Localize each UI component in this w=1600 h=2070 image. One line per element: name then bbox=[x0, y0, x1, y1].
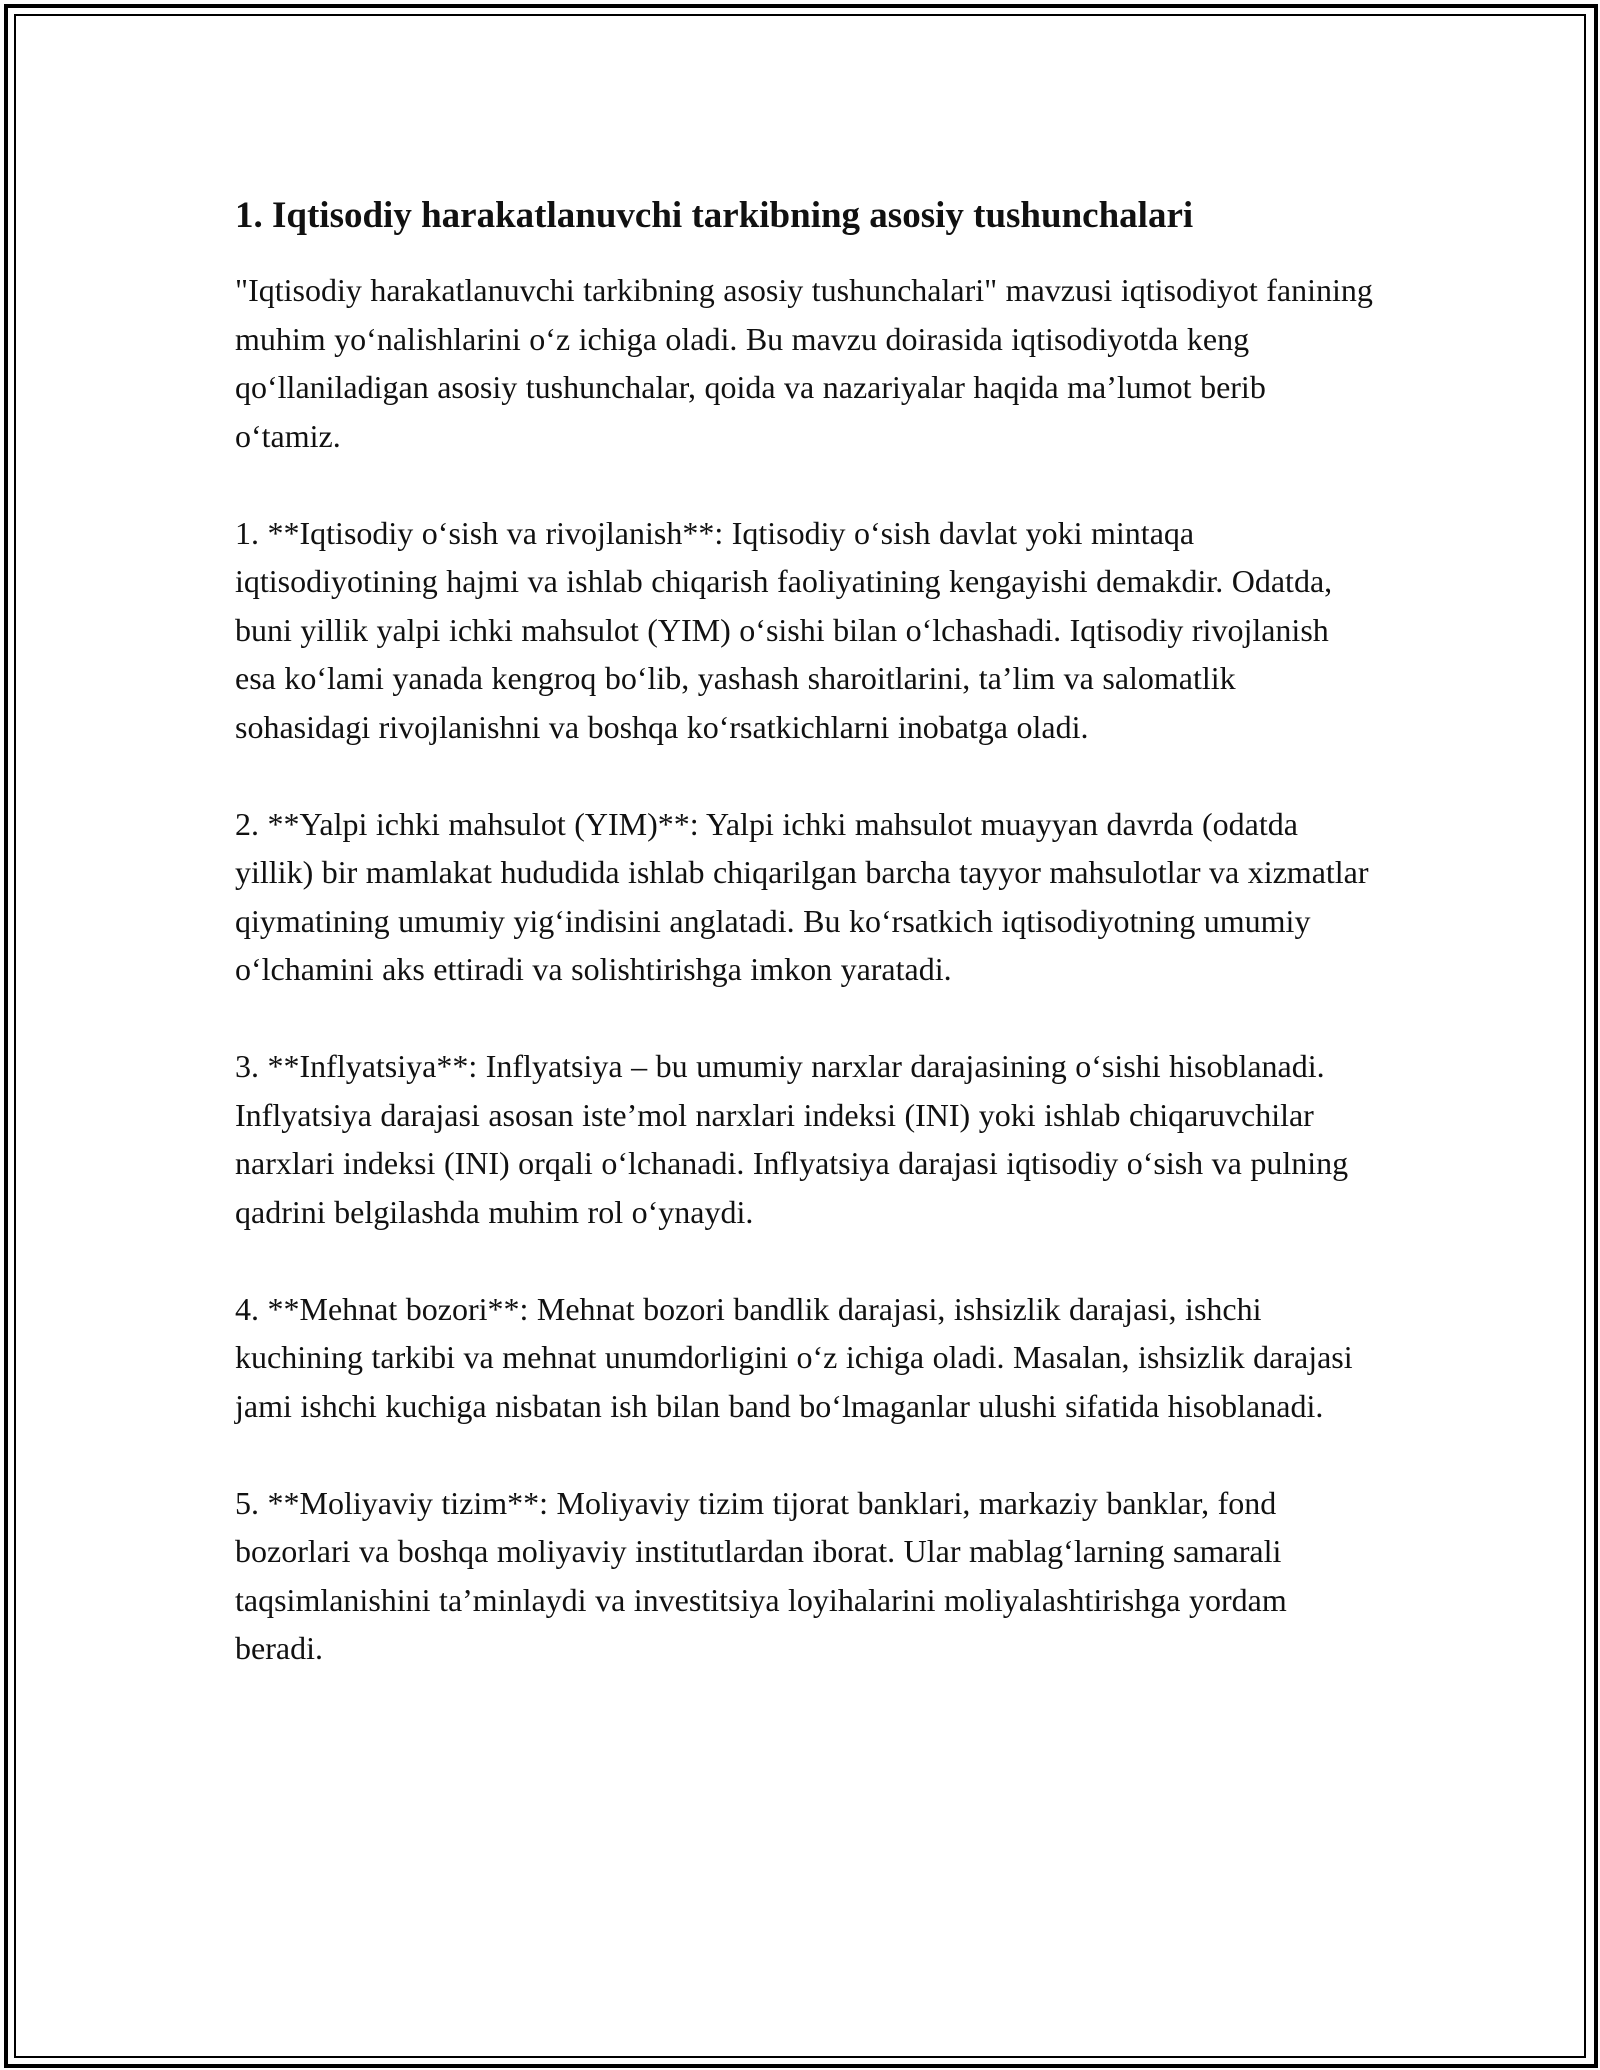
paragraph-economic-growth: 1. **Iqtisodiy o‘sish va rivojlanish**: Iqtisodiy o‘sish davlat yoki mintaqa iqtisodiyotining hajmi va ishlab chiqarish faoliyatining kengayishi demakdir. Odatda, buni yillik yalpi ichki mahsulot (YIM) o‘sishi bilan o‘lchashadi. Iqtisodiy rivojlanish esa ko‘lami yanada kengroq bo‘lib, yashash sharoitlarini, ta’lim va salomatlik sohasidagi rivojlanishni va boshqa ko‘rsatkichlarni inobatga oladi. bbox=[235, 514, 1333, 745]
intro-paragraph: "Iqtisodiy harakatlanuvchi tarkibning asosiy tushunchalari" mavzusi iqtisodiyot fanining muhim yo‘nalishlarini o‘z ichiga oladi. Bu mavzu doirasida iqtisodiyotda keng qo‘llaniladigan asosiy tushunchalar, qoida va nazariyalar haqida ma’lumot berib o‘tamiz. bbox=[235, 272, 1373, 454]
paragraph-labor-market: 4. **Mehnat bozori**: Mehnat bozori bandlik darajasi, ishsizlik darajasi, ishchi kuchining tarkibi va mehnat unumdorligini o‘z ichiga oladi. Masalan, ishsizlik darajasi jami ishchi kuchiga nisbatan ish bilan band bo‘lmaganlar ulushi sifatida hisoblanadi. bbox=[235, 1290, 1353, 1424]
document-body bbox=[235, 186, 1375, 1721]
paragraph-inflation: 3. **Inflyatsiya**: Inflyatsiya – bu umumiy narxlar darajasining o‘sishi hisoblanadi. Inflyatsiya darajasi asosan iste’mol narxlari indeksi (INI) yoki ishlab chiqaruvchilar narxlari indeksi (INI) orqali o‘lchanadi. Inflyatsiya darajasi iqtisodiy o‘sish va pulning qadrini belgilashda muhim rol o‘ynaydi. bbox=[235, 1048, 1349, 1230]
paragraph-gdp: 2. **Yalpi ichki mahsulot (YIM)**: Yalpi ichki mahsulot muayyan davrda (odatda yillik) bir mamlakat hududida ishlab chiqarilgan barcha tayyor mahsulotlar va xizmatlar qiymatining umumiy yig‘indisini anglatadi. Bu ko‘rsatkich iqtisodiyotning umumiy o‘lchamini aks ettiradi va solishtirishga imkon yaratadi. bbox=[235, 805, 1369, 987]
paragraph-financial-system: 5. **Moliyaviy tizim**: Moliyaviy tizim tijorat banklari, markaziy banklar, fond bozorlari va boshqa moliyaviy institutlardan iborat. Ular mablag‘larning samarali taqsimlanishini ta’minlaydi va investitsiya loyihalarini moliyalashtirishga yordam beradi. bbox=[235, 1484, 1287, 1666]
section-heading: 1. Iqtisodiy harakatlanuvchi tarkibning asosiy tushunchalari bbox=[235, 195, 1194, 236]
